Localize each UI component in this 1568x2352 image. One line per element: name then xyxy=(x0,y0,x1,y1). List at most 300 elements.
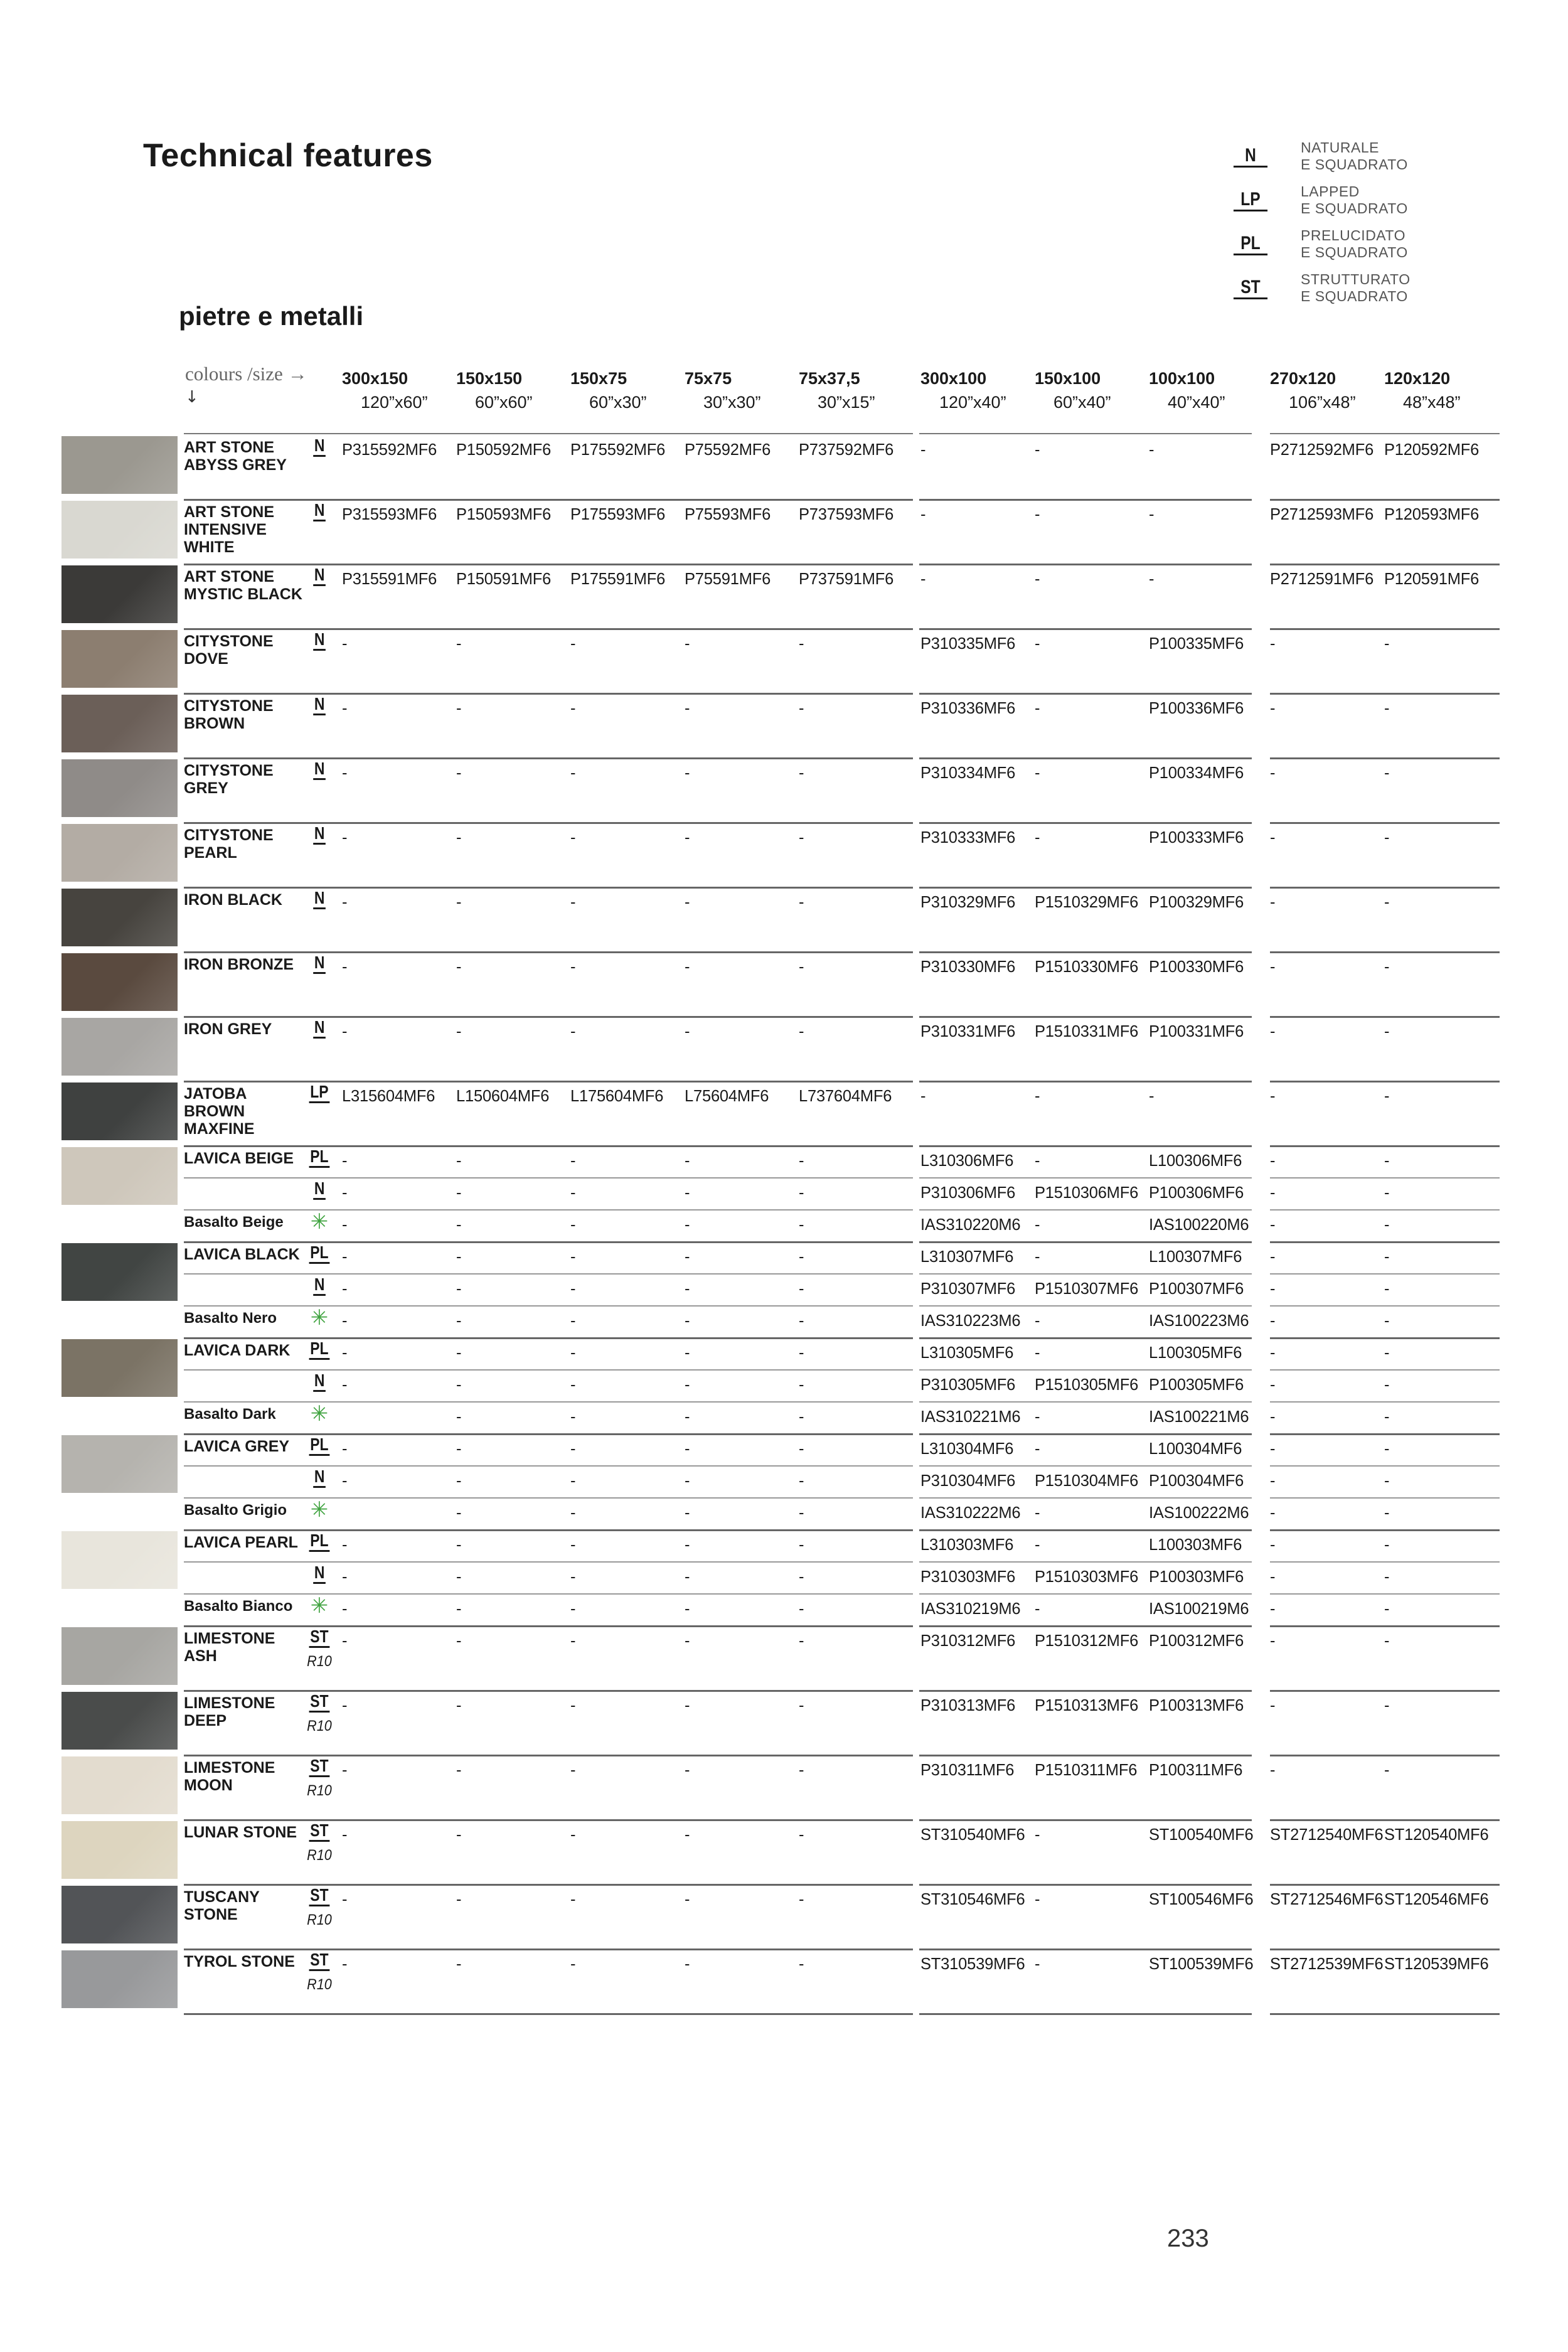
finish-code xyxy=(305,1371,334,1392)
size-cm: 75x37,5 xyxy=(799,369,860,388)
article-code-cell: - xyxy=(1270,1504,1276,1522)
row-divider xyxy=(184,1948,913,1950)
finish-code xyxy=(305,759,334,780)
article-code-cell: - xyxy=(1035,1344,1040,1362)
row-divider xyxy=(919,1884,1252,1886)
article-code-cell: - xyxy=(342,1376,348,1394)
article-code-cell: - xyxy=(799,1504,804,1522)
finish-code-label: N xyxy=(313,1275,326,1296)
article-code-cell: - xyxy=(799,700,804,717)
colour-name: LIMESTONE MOON xyxy=(184,1759,275,1794)
article-code-cell: L175604MF6 xyxy=(570,1088,664,1105)
finish-code xyxy=(305,695,334,715)
colour-name: CITYSTONE BROWN xyxy=(184,697,274,732)
article-code-cell: P1510304MF6 xyxy=(1035,1472,1139,1490)
article-code-cell: - xyxy=(1384,958,1390,976)
article-code-cell: - xyxy=(342,1152,348,1170)
finish-code-label: N xyxy=(313,436,326,457)
article-code-cell: - xyxy=(1035,829,1040,847)
finish-code xyxy=(305,1563,334,1584)
article-code-cell: - xyxy=(342,829,348,847)
article-code-cell: - xyxy=(1384,1280,1390,1298)
row-divider xyxy=(919,1529,1252,1531)
row-divider xyxy=(1270,1273,1500,1275)
row-divider xyxy=(919,1497,1252,1499)
article-code-cell: L310306MF6 xyxy=(920,1152,1014,1170)
article-code-cell: P100312MF6 xyxy=(1149,1632,1244,1650)
article-code-cell: P120591MF6 xyxy=(1384,570,1480,588)
article-code-cell: P1510306MF6 xyxy=(1035,1184,1139,1202)
article-code-cell: - xyxy=(1384,1504,1390,1522)
article-code-cell: - xyxy=(456,1504,462,1522)
article-code-cell: - xyxy=(685,764,690,782)
slip-rating: R10 xyxy=(307,1718,332,1735)
colour-name: IRON BLACK xyxy=(184,891,282,909)
article-code-cell: - xyxy=(456,764,462,782)
row-divider xyxy=(1270,951,1500,953)
row-divider xyxy=(919,1177,1252,1179)
row-divider xyxy=(184,1497,913,1499)
article-code-cell: - xyxy=(1384,635,1390,653)
size-cm: 150x75 xyxy=(570,369,627,388)
article-code-cell: - xyxy=(1035,1408,1040,1426)
finish-code xyxy=(305,1950,334,1994)
row-divider xyxy=(184,1401,913,1403)
article-code-cell: P315593MF6 xyxy=(342,506,437,523)
article-code-cell: ST100539MF6 xyxy=(1149,1955,1254,1973)
article-code-cell: - xyxy=(799,1955,804,1973)
legend-code: ST xyxy=(1234,277,1267,299)
row-divider xyxy=(184,1209,913,1211)
size-column-header xyxy=(1149,366,1225,414)
article-code-cell: - xyxy=(799,894,804,911)
article-code-cell: P310329MF6 xyxy=(920,894,1016,911)
article-code-cell: - xyxy=(1270,1280,1276,1298)
colour-name: ART STONE MYSTIC BLACK xyxy=(184,568,302,603)
article-code-cell: P310303MF6 xyxy=(920,1568,1016,1586)
row-divider xyxy=(919,1433,1252,1435)
row-divider xyxy=(1270,2013,1500,2015)
article-code-cell: - xyxy=(799,764,804,782)
finish-code xyxy=(305,501,334,521)
colour-swatch xyxy=(61,1756,178,1814)
article-code-cell: ST2712539MF6 xyxy=(1270,1955,1384,1973)
article-code-cell: - xyxy=(1384,1088,1390,1105)
article-code-cell: L315604MF6 xyxy=(342,1088,435,1105)
article-code-cell: - xyxy=(1270,1408,1276,1426)
article-code-cell: P310311MF6 xyxy=(920,1761,1015,1779)
article-code-cell: - xyxy=(685,1632,690,1650)
article-code-cell: - xyxy=(685,1955,690,1973)
size-column-header xyxy=(920,366,1006,414)
article-code-cell: P315592MF6 xyxy=(342,441,437,459)
colour-name: LIMESTONE ASH xyxy=(184,1630,275,1665)
row-divider xyxy=(184,1337,913,1339)
article-code-cell: - xyxy=(1270,1440,1276,1458)
row-divider xyxy=(1270,1755,1500,1756)
article-code-cell: - xyxy=(342,1440,348,1458)
article-code-cell: P75592MF6 xyxy=(685,441,771,459)
row-divider xyxy=(184,1819,913,1821)
row-divider xyxy=(1270,1884,1500,1886)
article-code-cell: P1510307MF6 xyxy=(1035,1280,1139,1298)
article-code-cell: - xyxy=(685,1280,690,1298)
article-code-cell: - xyxy=(799,1376,804,1394)
article-code-cell: P310330MF6 xyxy=(920,958,1016,976)
article-code-cell: - xyxy=(685,1312,690,1330)
colour-swatch xyxy=(61,889,178,946)
article-code-cell: P1510329MF6 xyxy=(1035,894,1139,911)
article-code-cell: P310305MF6 xyxy=(920,1376,1016,1394)
colour-swatch xyxy=(61,695,178,752)
article-code-cell: P100307MF6 xyxy=(1149,1280,1244,1298)
article-code-cell: - xyxy=(342,1761,348,1779)
article-code-cell: - xyxy=(570,1632,576,1650)
colour-swatch xyxy=(61,953,178,1011)
colour-swatch xyxy=(61,630,178,688)
article-code-cell: P100335MF6 xyxy=(1149,635,1244,653)
article-code-cell: P100330MF6 xyxy=(1149,958,1244,976)
article-code-cell: - xyxy=(1270,1472,1276,1490)
colour-name: LAVICA GREY xyxy=(184,1438,290,1455)
article-code-cell: - xyxy=(799,1761,804,1779)
article-code-cell: P2712592MF6 xyxy=(1270,441,1374,459)
size-inch: 60”x40” xyxy=(1053,393,1111,412)
article-code-cell: - xyxy=(1149,570,1155,588)
article-code-cell: P75591MF6 xyxy=(685,570,771,588)
article-code-cell: - xyxy=(1035,441,1040,459)
article-code-cell: - xyxy=(1035,1216,1040,1234)
article-code-cell: - xyxy=(342,1344,348,1362)
article-code-cell: - xyxy=(1384,1632,1390,1650)
article-code-cell: ST310546MF6 xyxy=(920,1891,1025,1908)
row-divider xyxy=(1270,1625,1500,1627)
article-code-cell: IAS310223M6 xyxy=(920,1312,1021,1330)
colour-swatch xyxy=(61,1821,178,1879)
article-code-cell: - xyxy=(685,700,690,717)
colour-name: TUSCANY STONE xyxy=(184,1888,260,1923)
row-divider xyxy=(184,1625,913,1627)
article-code-cell: - xyxy=(456,1408,462,1426)
finish-code xyxy=(305,1886,334,1929)
row-divider xyxy=(919,1145,1252,1147)
article-code-cell: - xyxy=(1035,1152,1040,1170)
size-column-header xyxy=(342,366,428,414)
row-divider xyxy=(919,951,1252,953)
article-code-cell: P310306MF6 xyxy=(920,1184,1016,1202)
article-code-cell: - xyxy=(570,700,576,717)
article-code-cell: - xyxy=(685,1248,690,1266)
article-code-cell: - xyxy=(570,1216,576,1234)
article-code-cell: - xyxy=(685,1891,690,1908)
finish-code-label: PL xyxy=(309,1435,330,1456)
row-divider xyxy=(184,1145,913,1147)
article-code-cell: - xyxy=(799,1440,804,1458)
finish-code-label: ST xyxy=(309,1821,330,1842)
finish-code-label: N xyxy=(313,565,326,586)
article-code-cell: - xyxy=(342,1600,348,1618)
article-code-cell: IAS310221M6 xyxy=(920,1408,1021,1426)
row-divider xyxy=(184,1561,913,1563)
article-code-cell: L100306MF6 xyxy=(1149,1152,1242,1170)
article-code-cell: - xyxy=(1035,1536,1040,1554)
article-code-cell: - xyxy=(1035,700,1040,717)
article-code-cell: - xyxy=(1270,1344,1276,1362)
article-code-cell: - xyxy=(342,1248,348,1266)
article-code-cell: P2712591MF6 xyxy=(1270,570,1374,588)
finish-code-label: N xyxy=(313,501,326,521)
article-code-cell: - xyxy=(1270,1697,1276,1714)
colour-name: LIMESTONE DEEP xyxy=(184,1694,275,1729)
article-code-cell: - xyxy=(456,1152,462,1170)
article-code-cell: - xyxy=(1035,635,1040,653)
article-code-cell: IAS310219M6 xyxy=(920,1600,1021,1618)
article-code-cell: - xyxy=(342,1632,348,1650)
row-divider xyxy=(184,1465,913,1467)
row-divider xyxy=(1270,1561,1500,1563)
article-code-cell: - xyxy=(1270,1761,1276,1779)
article-code-cell: - xyxy=(1270,1600,1276,1618)
colour-swatch xyxy=(61,759,178,817)
finish-code xyxy=(305,1275,334,1296)
row-divider xyxy=(919,628,1252,630)
article-code-cell: - xyxy=(799,1536,804,1554)
finish-code xyxy=(305,1243,334,1264)
article-code-cell: - xyxy=(1384,1216,1390,1234)
article-code-cell: - xyxy=(685,1376,690,1394)
legend-item xyxy=(1230,183,1506,227)
article-code-cell: - xyxy=(685,1600,690,1618)
article-code-cell: P1510303MF6 xyxy=(1035,1568,1139,1586)
row-divider xyxy=(184,951,913,953)
article-code-cell: - xyxy=(342,1216,348,1234)
colour-name: CITYSTONE PEARL xyxy=(184,826,274,862)
colour-swatch xyxy=(61,1627,178,1685)
row-divider xyxy=(919,1273,1252,1275)
article-code-cell: P1510305MF6 xyxy=(1035,1376,1139,1394)
row-divider xyxy=(919,499,1252,501)
row-divider xyxy=(184,822,913,824)
article-code-cell: - xyxy=(1384,1152,1390,1170)
article-code-cell: P100306MF6 xyxy=(1149,1184,1244,1202)
article-code-cell: - xyxy=(1270,958,1276,976)
colour-name: LAVICA DARK xyxy=(184,1342,291,1359)
article-code-cell: L100305MF6 xyxy=(1149,1344,1242,1362)
size-cm: 300x150 xyxy=(342,369,408,388)
finish-code-label: N xyxy=(313,630,326,651)
row-divider xyxy=(184,1081,913,1082)
legend-code: N xyxy=(1234,146,1267,168)
row-divider xyxy=(184,1369,913,1371)
article-code-cell: - xyxy=(1270,1568,1276,1586)
article-code-cell: P310336MF6 xyxy=(920,700,1016,717)
article-code-cell: - xyxy=(456,958,462,976)
finish-code-label: LP xyxy=(309,1082,330,1103)
row-divider xyxy=(919,1241,1252,1243)
row-divider xyxy=(919,1016,1252,1018)
article-code-cell: - xyxy=(1384,1184,1390,1202)
finish-code xyxy=(305,1499,334,1521)
article-code-cell: - xyxy=(685,1697,690,1714)
article-code-cell: - xyxy=(456,1184,462,1202)
article-code-cell: - xyxy=(685,1023,690,1040)
article-code-cell: - xyxy=(1384,1248,1390,1266)
row-divider xyxy=(184,1241,913,1243)
article-code-cell: - xyxy=(685,635,690,653)
article-code-cell: - xyxy=(342,894,348,911)
row-divider xyxy=(184,564,913,565)
article-code-cell: P100336MF6 xyxy=(1149,700,1244,717)
finish-code-label: ST xyxy=(309,1756,330,1777)
article-code-cell: ST310540MF6 xyxy=(920,1826,1025,1844)
finish-code-label: N xyxy=(313,695,326,715)
finish-code xyxy=(305,1756,334,1800)
article-code-cell: P310334MF6 xyxy=(920,764,1016,782)
row-divider xyxy=(1270,1465,1500,1467)
row-divider xyxy=(1270,1948,1500,1950)
colour-swatch xyxy=(61,501,178,559)
finish-code-label: N xyxy=(313,759,326,780)
article-code-cell: - xyxy=(1270,764,1276,782)
article-code-cell: - xyxy=(342,764,348,782)
row-divider xyxy=(1270,1145,1500,1147)
row-divider xyxy=(1270,564,1500,565)
colour-swatch xyxy=(61,1950,178,2008)
article-code-cell: - xyxy=(799,1280,804,1298)
article-code-cell: - xyxy=(342,1023,348,1040)
finish-code xyxy=(305,1339,334,1360)
article-code-cell: - xyxy=(1149,1088,1155,1105)
size-inch: 120”x40” xyxy=(939,393,1006,412)
article-code-cell: ST2712546MF6 xyxy=(1270,1891,1384,1908)
colour-name: TYROL STONE xyxy=(184,1953,295,1970)
article-code-cell: IAS100221M6 xyxy=(1149,1408,1249,1426)
article-code-cell: - xyxy=(685,1826,690,1844)
finish-code xyxy=(305,1595,334,1617)
row-divider xyxy=(919,1337,1252,1339)
article-code-cell: - xyxy=(456,1891,462,1908)
row-divider xyxy=(919,1755,1252,1756)
finish-code-label: N xyxy=(313,1179,326,1200)
article-code-cell: P100311MF6 xyxy=(1149,1761,1243,1779)
colour-name: CITYSTONE DOVE xyxy=(184,633,274,668)
article-code-cell: - xyxy=(570,1600,576,1618)
article-code-cell: - xyxy=(685,1761,690,1779)
finish-code-label: ST xyxy=(309,1950,330,1971)
eco-icon: ✳ xyxy=(310,1305,329,1330)
finish-code xyxy=(305,1821,334,1864)
article-code-cell: L75604MF6 xyxy=(685,1088,769,1105)
article-code-cell: P310312MF6 xyxy=(920,1632,1016,1650)
article-code-cell: - xyxy=(342,958,348,976)
article-code-cell: - xyxy=(570,1376,576,1394)
article-code-cell: - xyxy=(920,570,926,588)
row-divider xyxy=(919,1593,1252,1595)
legend-item xyxy=(1230,139,1506,183)
article-code-cell: - xyxy=(456,1344,462,1362)
row-divider xyxy=(919,757,1252,759)
finish-code xyxy=(305,1467,334,1488)
finish-code-label: N xyxy=(313,1018,326,1039)
row-divider xyxy=(1270,1819,1500,1821)
article-code-cell: - xyxy=(456,1248,462,1266)
size-cm: 150x150 xyxy=(456,369,523,388)
article-code-cell: - xyxy=(1270,1152,1276,1170)
size-column-header xyxy=(570,366,647,414)
slip-rating: R10 xyxy=(307,1653,332,1670)
article-code-cell: - xyxy=(799,1697,804,1714)
article-code-cell: - xyxy=(570,1312,576,1330)
colour-name: Basalto Dark xyxy=(184,1406,276,1423)
finish-code-label: N xyxy=(313,1371,326,1392)
header-divider xyxy=(919,433,1252,434)
finish-code xyxy=(305,824,334,845)
article-code-cell: - xyxy=(1384,1568,1390,1586)
article-code-cell: - xyxy=(685,1440,690,1458)
finish-code xyxy=(305,1307,334,1328)
article-code-cell: IAS100222M6 xyxy=(1149,1504,1249,1522)
colour-name: Basalto Grigio xyxy=(184,1502,287,1519)
article-code-cell: - xyxy=(1035,764,1040,782)
article-code-cell: P1510311MF6 xyxy=(1035,1761,1138,1779)
article-code-cell: ST310539MF6 xyxy=(920,1955,1025,1973)
article-code-cell: P310304MF6 xyxy=(920,1472,1016,1490)
article-code-cell: P2712593MF6 xyxy=(1270,506,1374,523)
article-code-cell: - xyxy=(570,1408,576,1426)
arrow-down-icon: ↓ xyxy=(185,388,199,407)
article-code-cell: - xyxy=(570,1504,576,1522)
article-code-cell: - xyxy=(1384,829,1390,847)
article-code-cell: P310307MF6 xyxy=(920,1280,1016,1298)
article-code-cell: - xyxy=(456,1472,462,1490)
article-code-cell: - xyxy=(570,1344,576,1362)
row-divider xyxy=(1270,1369,1500,1371)
article-code-cell: - xyxy=(1035,1248,1040,1266)
article-code-cell: P175593MF6 xyxy=(570,506,666,523)
row-divider xyxy=(1270,822,1500,824)
article-code-cell: L310307MF6 xyxy=(920,1248,1014,1266)
row-divider xyxy=(919,1465,1252,1467)
row-divider xyxy=(1270,693,1500,695)
article-code-cell: - xyxy=(570,1761,576,1779)
colour-swatch xyxy=(61,824,178,882)
article-code-cell: - xyxy=(1270,635,1276,653)
eco-icon: ✳ xyxy=(310,1209,329,1234)
row-divider xyxy=(1270,1241,1500,1243)
finish-code xyxy=(305,1531,334,1552)
article-code-cell: P315591MF6 xyxy=(342,570,437,588)
article-code-cell: P100304MF6 xyxy=(1149,1472,1244,1490)
colour-name: LAVICA BLACK xyxy=(184,1246,300,1263)
article-code-cell: - xyxy=(342,1280,348,1298)
row-divider xyxy=(1270,1401,1500,1403)
article-code-cell: P175592MF6 xyxy=(570,441,666,459)
article-code-cell: P120593MF6 xyxy=(1384,506,1480,523)
article-code-cell: - xyxy=(342,1568,348,1586)
legend-label: STRUTTURATO E SQUADRATO xyxy=(1301,271,1411,304)
row-divider xyxy=(184,1305,913,1307)
article-code-cell: ST120540MF6 xyxy=(1384,1826,1489,1844)
row-divider xyxy=(184,1690,913,1692)
article-code-cell: - xyxy=(1270,1023,1276,1040)
page-title: Technical features xyxy=(143,137,433,174)
row-divider xyxy=(919,1305,1252,1307)
colour-swatch xyxy=(61,1339,178,1397)
section-subtitle: pietre e metalli xyxy=(179,301,364,331)
article-code-cell: - xyxy=(799,1152,804,1170)
row-divider xyxy=(919,1369,1252,1371)
article-code-cell: - xyxy=(456,1376,462,1394)
